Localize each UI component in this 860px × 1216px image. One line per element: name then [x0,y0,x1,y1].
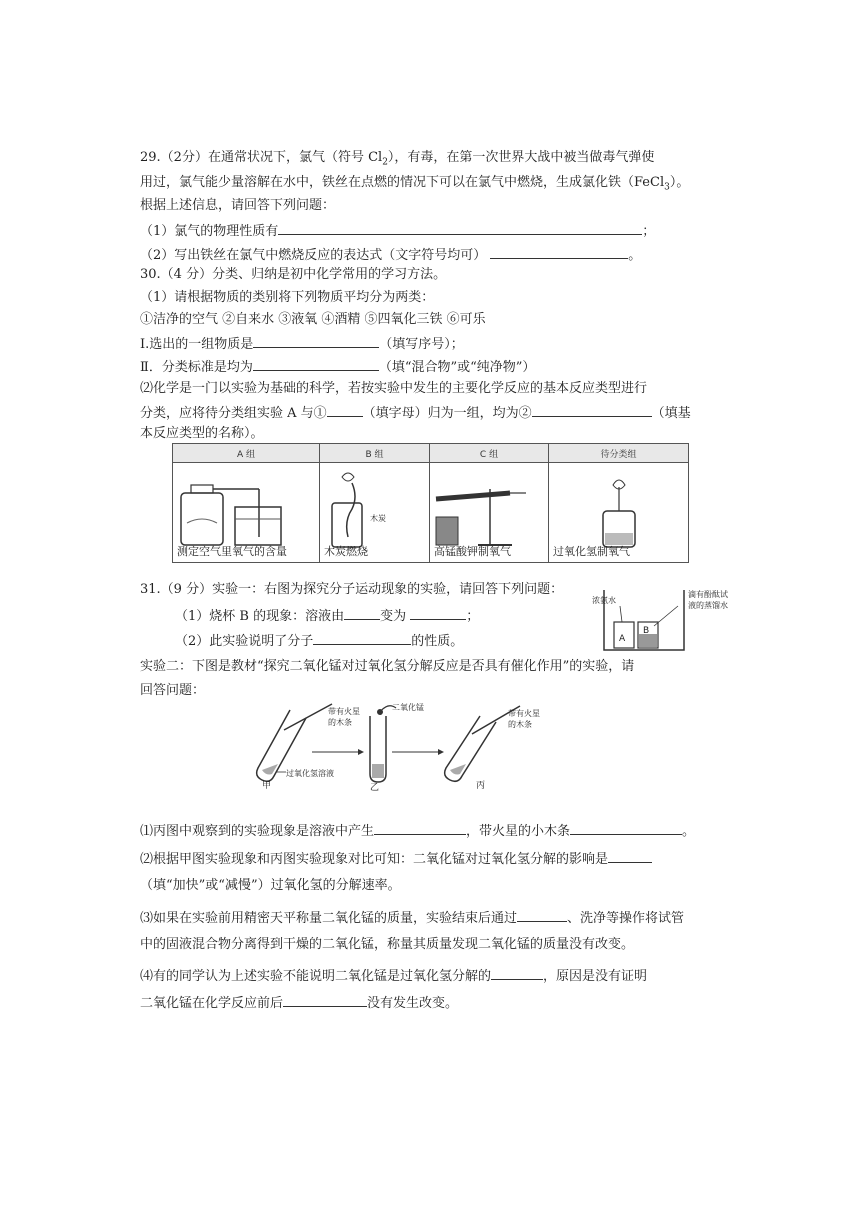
q30-ii-answer-blank[interactable] [253,356,379,371]
charcoal-label: 木炭 [370,514,386,523]
beaker-b-label: B [643,626,650,636]
q31-s1-b: ，带火星的小木条 [466,824,571,839]
group-a-cell [173,463,320,563]
fecl3-subscript: 3 [664,182,670,193]
bing-stick-label-2: 的木条 [508,720,532,729]
q29-part1 [140,220,655,242]
q31-sub3-l2: 中的固液混合物分离得到干燥的二氧化锰，称量其质量发现二氧化锰的质量没有改变。 [140,937,635,952]
q31-e1-part2 [175,630,463,652]
group-b-header: B 组 [320,444,430,463]
group-b-caption: 木炭燃烧 [324,545,368,558]
q30-part1: （1）请根据物质的类别将下列物质平均分为两类： [140,290,435,305]
q30-heading: 30.（4 分）分类、归纳是初中化学常用的学习方法。 [140,267,447,282]
jia-label: 甲 [262,781,272,791]
q30-ii-text: Ⅱ．分类标准是均为 [140,360,253,375]
q31-s3-blank[interactable] [517,907,567,922]
q30-part1-ii [140,356,535,378]
cl2-subscript: 2 [382,157,388,168]
q29-part1-text: （1）氯气的物理性质有 [140,224,279,239]
mno2-label: 二氧化锰 [392,703,424,712]
q30-part2-l1: ⑵化学是一门以实验为基础的科学，若按实验中发生的主要化学反应的基本反应类型进行 [140,381,648,396]
group-c-header: C 组 [430,444,549,463]
q31-s2-a: ⑵根据甲图实验现象和丙图实验现象对比可知：二氧化锰对过氧化氢分解的影响是 [140,852,609,867]
q30-i-text: I.选出的一组物质是 [140,337,254,352]
q31-sub1 [140,820,695,842]
q31-e1-p1-a: （1）烧杯 B 的现象：溶液由 [175,609,345,624]
q31-s3-a: ⑶如果在实验前用精密天平称量二氧化锰的质量，实验结束后通过 [140,911,518,926]
q31-sub3 [140,907,684,929]
q29-part2-text: （2）写出铁丝在氯气中燃烧反应的表达式（文字符号均可） [140,248,487,263]
group-pending-caption: 过氧化氢制氧气 [553,545,630,558]
q31-heading: 31.（9 分）实验一：右图为探究分子运动现象的实验，请回答下列问题： [140,582,564,597]
q29-part2 [140,244,641,266]
q31-s1-blank-1[interactable] [374,820,466,835]
q30-part2-a: 分类，应将待分类组实验 A 与① [140,406,327,421]
q31-e1-blank-2[interactable] [410,605,466,620]
phenolphthalein-label-2: 液的蒸馏水 [688,601,728,610]
q31-e2-line2: 回答问题： [140,683,206,698]
jia-stick-label-1: 带有火星 [328,707,360,716]
q29-part1-answer-blank[interactable] [278,220,642,235]
q31-e1-blank-1[interactable] [344,605,380,620]
q29-line3: 根据上述信息，请回答下列问题： [140,198,336,213]
q31-s4-blank-2[interactable] [283,992,367,1007]
q30-part2-c: （填基 [651,406,691,421]
q30-part2-blank-2[interactable] [532,402,652,417]
bing-label: 丙 [476,781,486,791]
group-pending-cell [549,463,689,563]
q31-s4-a: ⑷有的同学认为上述实验不能说明二氧化锰是过氧化氢分解的 [140,969,492,984]
q31-sub2-l2: （填“加快”或“减慢”）过氧化氢的分解速率。 [140,878,401,893]
q29-heading [140,148,654,173]
q30-i-end: （填写序号）； [379,337,464,352]
q31-e1-p2-a: （2）此实验说明了分子 [175,634,314,649]
q31-e1-part1 [175,605,479,627]
phenolphthalein-label-1: 滴有酚酞试 [688,590,728,599]
q31-s4-l2-b: 没有发生改变。 [367,996,459,1011]
q31-e1-blank-3[interactable] [313,630,411,645]
q30-part1-i [140,333,464,355]
q30-ii-end: （填“混合物”或“纯净物”） [378,360,536,375]
q30-part2-l3: 本反应类型的名称）。 [140,426,264,441]
q30-part2-b: （填字母）归为一组，均为② [362,406,532,421]
q31-s4-b: ，原因是没有证明 [543,969,648,984]
q31-e1-p2-b: 的性质。 [411,634,464,649]
q31-sub4-l2 [140,992,458,1014]
q31-e1-p1-b: 变为 [380,609,407,624]
jia-stick-label-2: 的木条 [328,718,352,727]
q29-line2-b: ）。 [669,175,690,190]
beaker-a-label: A [619,634,626,644]
q31-s2-blank[interactable] [608,848,652,863]
bing-stick-label-1: 带有火星 [508,709,540,718]
q29-line2-a: 用过，氯气能少量溶解在水中，铁丝在点燃的情况下可以在氯气中燃烧，生成氯化铁（FeCl [140,175,665,190]
q30-items: ①洁净的空气 ②自来水 ③液氧 ④酒精 ⑤四氧化三铁 ⑥可乐 [140,312,486,327]
molecule-motion-figure [592,586,742,652]
q30-part2-l2 [140,402,691,424]
group-pending-header: 待分类组 [549,444,689,463]
yi-label: 乙 [370,783,380,792]
q29-heading-b: ），有毒，在第一次世界大战中被当做毒气弹使 [387,150,655,165]
catalysis-experiment-figure [240,700,570,792]
group-c-cell [430,463,549,563]
q31-e1-p1-c: ； [466,609,480,624]
q31-s3-b: 、洗净等操作将试管 [567,911,685,926]
q29-heading-a: 29.（2分）在通常状况下，氯气（符号 Cl [140,150,383,165]
q29-part2-answer-blank[interactable] [490,244,628,259]
ammonia-label: 浓氨水 [592,596,616,605]
q31-s4-blank-1[interactable] [491,965,543,980]
q31-s1-blank-2[interactable] [570,820,682,835]
q30-part2-blank-1[interactable] [327,402,363,417]
q31-s1-a: ⑴丙图中观察到的实验现象是溶液中产生 [140,824,375,839]
q29-part1-end: ； [642,224,656,239]
q31-s4-l2-a: 二氧化锰在化学反应前后 [140,996,284,1011]
group-a-caption: 测定空气里氧气的含量 [177,545,287,558]
q31-s1-c: 。 [682,824,696,839]
experiment-groups-table [172,443,689,563]
group-a-header: A 组 [173,444,320,463]
group-b-cell [320,463,430,563]
q29-part2-end: 。 [628,248,642,263]
q31-e2-line1: 实验二：下图是教材“探究二氧化锰对过氧化氢分解反应是否具有催化作用”的实验，请 [140,659,635,674]
solution-label: 过氧化氢溶液 [286,769,334,778]
q30-i-answer-blank[interactable] [253,333,379,348]
q31-sub2 [140,848,652,870]
q29-line2 [140,173,689,198]
group-c-caption: 高锰酸钾制氧气 [434,545,511,558]
q31-sub4 [140,965,647,987]
